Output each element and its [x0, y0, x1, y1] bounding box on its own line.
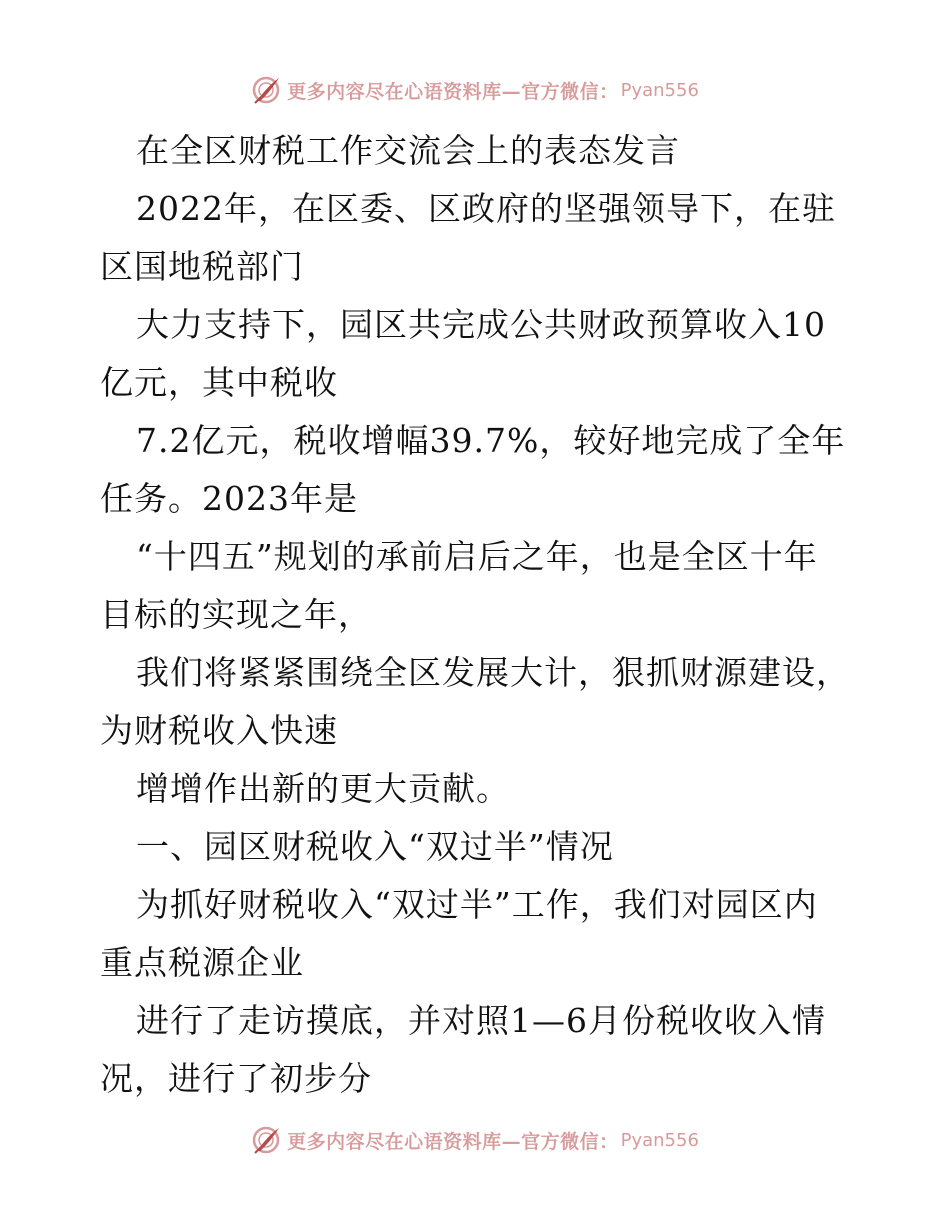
- feather-pen-logo-icon: [251, 75, 281, 105]
- text-line: 大力支持下，园区共完成公共财政预算收入10: [136, 305, 826, 344]
- banner-text: 更多内容尽在心语资料库—官方微信：: [287, 80, 619, 103]
- text-line: 为财税收入快速: [100, 711, 338, 750]
- text-line: 重点税源企业: [100, 943, 304, 982]
- document-body: [100, 122, 855, 1108]
- text-line: 一、园区财税收入“双过半”情况: [136, 827, 614, 866]
- text-line: 任务。2023年是: [100, 479, 358, 518]
- text-line: “十四五”规划的承前启后之年，也是全区十年: [136, 537, 818, 576]
- banner-wechat-id: Pyan556: [620, 79, 699, 101]
- text-line: 区国地税部门: [100, 247, 304, 286]
- feather-pen-logo-icon: [251, 1125, 281, 1155]
- text-line: 2022年，在区委、区政府的坚强领导下，在驻: [136, 189, 836, 228]
- text-line: 况，进行了初步分: [100, 1059, 372, 1098]
- text-line: 进行了走访摸底，并对照1—6月份税收收入情: [136, 1001, 826, 1040]
- header-watermark-banner: [0, 70, 950, 110]
- text-line: 7.2亿元，税收增幅39.7%，较好地完成了全年: [136, 421, 846, 460]
- text-line: 目标的实现之年，: [100, 595, 372, 634]
- text-line: 我们将紧紧围绕全区发展大计，狠抓财源建设，: [136, 653, 850, 692]
- banner-text: 更多内容尽在心语资料库—官方微信：: [287, 1130, 619, 1153]
- footer-watermark-banner: [0, 1120, 950, 1160]
- text-line: 在全区财税工作交流会上的表态发言: [136, 131, 680, 170]
- banner-wechat-id: Pyan556: [620, 1129, 699, 1151]
- text-line: 亿元，其中税收: [100, 363, 338, 402]
- text-line: 为抓好财税收入“双过半”工作，我们对园区内: [136, 885, 818, 924]
- text-line: 增增作出新的更大贡献。: [136, 769, 510, 808]
